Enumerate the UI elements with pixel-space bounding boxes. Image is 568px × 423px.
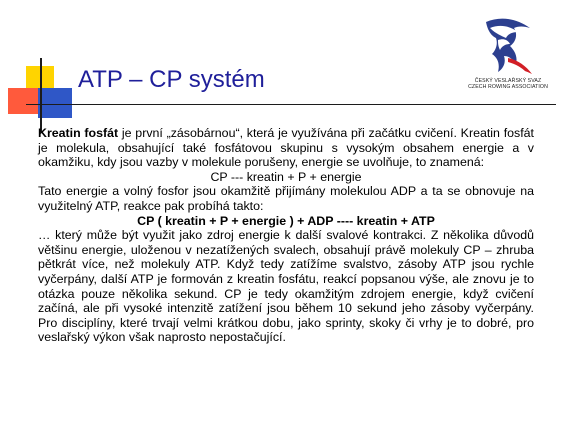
decor-vertical-line	[40, 58, 42, 132]
equation-cp-adp: CP ( kreatin + P + energie ) + ADP ---- kreatin + ATP	[137, 213, 435, 228]
title-underline	[26, 104, 556, 105]
paragraph-intro-text: je první „zásobárnou“, která je využívána při začátku cvičení. Kreatin fosfát je molekula, obsahující také fosfátovou skupinu s vysokým obsahem energie a v okamžiku, kdy jsou vazby v molekule porušeny, energie se uvolňuje, to znamená:	[38, 126, 534, 170]
logo-text-english: CZECH ROWING ASSOCIATION	[468, 84, 548, 90]
slide-title: ATP – CP systém	[78, 66, 265, 93]
paragraph-adp: Tato energie a volný fosfor jsou okamžitě přijímány molekulou ADP a ta se obnovuje na využitelný ATP, reakce pak probíhá takto:	[38, 184, 534, 213]
decor-blue-square	[38, 88, 72, 118]
slide-body	[38, 126, 534, 345]
paragraph-intro	[38, 126, 534, 170]
equation-cp-breakdown: CP --- kreatin + P + energie	[210, 169, 362, 184]
decor-red-square	[8, 88, 38, 114]
term-kreatin-fosfat: Kreatin fosfát	[38, 126, 119, 140]
rowing-association-logo	[462, 14, 554, 98]
paragraph-explanation: … který může být využit jako zdroj energie k další svalové kontrakci. Z několika důvodů většinu energie, uloženou v nezatížených svalech, obsahují právě molekuly CP – zhruba pětkrát více, než molekuly ATP. Když tedy zatížíme svalstvo, zásoby ATP jsou rychle vyčerpány, další ATP je formován z kreatin fosfátu, reakcí popsanou výše, ale znovu je to otázka pouze několika sekund. CP je tedy okamžitým zdrojem energie, když cvičení začíná, ale při vysoké intenzitě zatížení jsou během 10 sekund jeho zásoby vyčerpány. Pro disciplíny, které trvají velmi krátkou dobu, jako sprinty, skoky či vrhy je to dobré, pro veslařský výkon však naprosto nepostačující.	[38, 228, 534, 345]
logo-text-czech: ČESKÝ VESLAŘSKÝ SVAZ	[474, 78, 542, 84]
lion-flag-emblem-icon	[478, 14, 538, 78]
